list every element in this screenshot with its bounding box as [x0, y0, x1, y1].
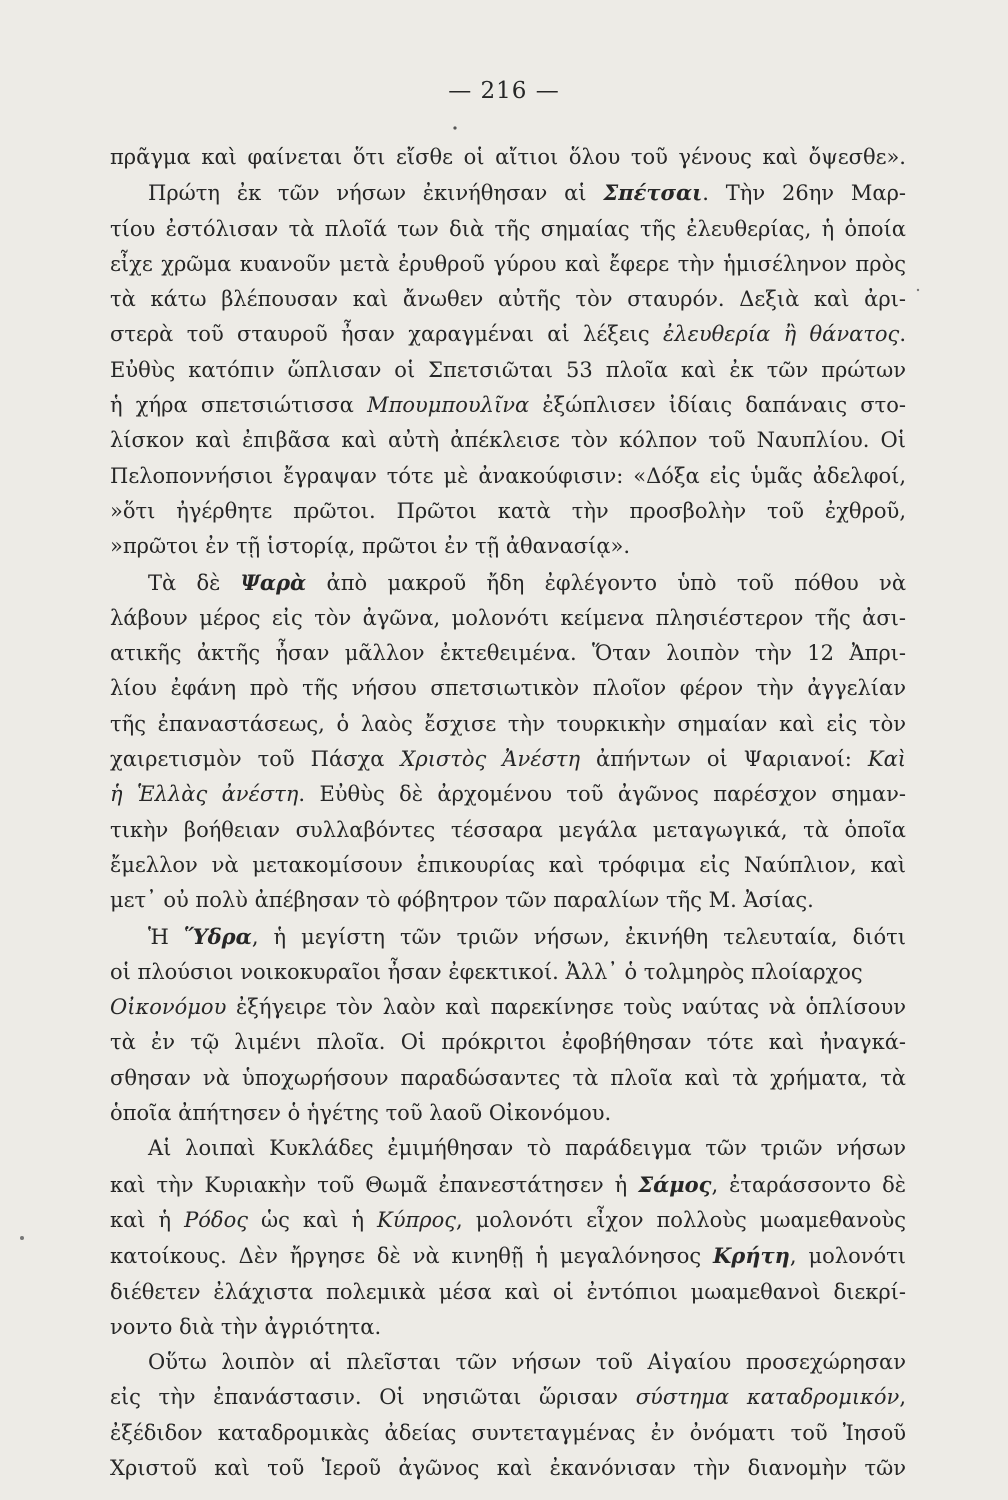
text-line-21: [110, 848, 906, 883]
emphasis-text: ἡ Ἑλλὰς ἀνέστη: [110, 782, 299, 807]
emphasis-text: Μπουμπουλῖνα: [367, 393, 530, 418]
text-line-33: [110, 1275, 906, 1310]
line-text: Οὕτω λοιπὸν αἱ πλεῖσται τῶν νήσων τοῦ Αἰγαίου προσεχώρησαν: [148, 1350, 906, 1375]
text-line-29: [110, 1131, 906, 1166]
text-line-1: [110, 140, 906, 175]
text-line-19: [110, 777, 906, 812]
text-line-10: [110, 459, 906, 494]
line-text: μετ᾽ οὐ πολὺ ἀπέβησαν τὸ φόβητρον τῶν παραλίων τῆς Μ. Ἀσίας.: [110, 888, 814, 913]
text-line-2: [110, 175, 906, 211]
text-line-6: [110, 317, 906, 352]
line-text: »πρῶτοι ἐν τῇ ἱστορίᾳ, πρῶτοι ἐν τῇ ἀθανασίᾳ».: [110, 534, 631, 559]
text-line-8: [110, 388, 906, 423]
text-line-24: [110, 955, 906, 990]
text-line-34: [110, 1310, 906, 1345]
text-line-32: [110, 1238, 906, 1274]
line-text: λίου ἐφάνη πρὸ τῆς νήσου σπετσιωτικὸν πλοῖον φέρον τὴν ἀγγελίαν: [110, 676, 906, 701]
line-text: ἡ χήρα σπετσιώτισσα: [110, 393, 368, 418]
emphasis-text: Οἰκονόμου: [110, 995, 227, 1020]
text-line-14: [110, 601, 906, 636]
text-line-18: [110, 742, 906, 777]
line-text: ἐξώπλισεν ἰδίαις δαπάναις στο-: [529, 393, 906, 418]
emphasis-text: Ρόδος: [184, 1207, 248, 1232]
line-text: νοντο διὰ τὴν ἀγριότητα.: [110, 1314, 382, 1339]
line-text: τὰ κάτω βλέπουσαν καὶ ἄνωθεν αὐτῆς τὸν σταυρόν. Δεξιὰ καὶ ἀρι-: [110, 287, 906, 312]
emphasis-text: Ὕδρα: [183, 923, 252, 949]
line-text: εἰς τὴν ἐπανάστασιν. Οἱ νησιῶται ὥρισαν: [110, 1385, 636, 1410]
text-line-23: [110, 919, 906, 955]
line-text: , μολονότι εἶχον πολλοὺς μωαμεθανοὺς: [456, 1207, 906, 1232]
line-text: . Τὴν 26ην Μαρ-: [702, 181, 907, 206]
line-text: στερὰ τοῦ σταυροῦ ἦσαν χαραγμέναι αἱ λέξεις: [110, 322, 663, 347]
emphasis-text: Κύπρος: [377, 1207, 457, 1232]
emphasis-text: Σπέτσαι: [603, 180, 703, 206]
line-text: Πελοποννήσιοι ἔγραψαν τότε μὲ ἀνακούφισιν: «Δόξα εἰς ὑμᾶς ἀδελφοί,: [110, 463, 906, 488]
line-text: ἔμελλον νὰ μετακομίσουν ἐπικουρίας καὶ τρόφιμα εἰς Ναύπλιον, καὶ: [110, 852, 906, 877]
line-text: λίσκον καὶ ἐπιβᾶσα καὶ αὐτὴ ἀπέκλεισε τὸν κόλπον τοῦ Ναυπλίου. Οἱ: [110, 428, 906, 453]
line-text: λάβουν μέρος εἰς τὸν ἀγῶνα, μολονότι κείμενα πλησιέστερον τῆς ἀσι-: [110, 605, 906, 630]
text-line-35: [110, 1345, 906, 1380]
text-line-25: [110, 990, 906, 1025]
emphasis-text: Καὶ: [867, 747, 906, 772]
text-line-12: [110, 529, 906, 564]
line-text: Ἡ: [148, 924, 184, 949]
line-text: οἱ πλούσιοι νοικοκυραῖοι ἦσαν ἐφεκτικοί. Ἀλλ᾽ ὁ τολμηρὸς πλοίαρχος: [110, 959, 863, 984]
text-line-5: [110, 282, 906, 317]
text-line-9: [110, 423, 906, 458]
emphasis-text: Σάμος: [638, 1171, 712, 1197]
line-text: τίου ἐστόλισαν τὰ πλοῖά των διὰ τῆς σημαίας τῆς ἐλευθερίας, ἡ ὁποία: [110, 216, 906, 241]
text-line-38: [110, 1451, 906, 1486]
text-line-22: [110, 883, 906, 918]
text-line-31: [110, 1203, 906, 1238]
text-line-26: [110, 1025, 906, 1060]
line-text: ἀπήντων οἱ Ψαριανοί:: [580, 747, 868, 772]
line-text: . Εὐθὺς δὲ ἀρχομένου τοῦ ἀγῶνος παρέσχον σημαν-: [298, 782, 906, 807]
emphasis-text: Χριστὸς Ἀνέστη: [400, 747, 581, 772]
line-text: Χριστοῦ καὶ τοῦ Ἱεροῦ ἀγῶνος καὶ ἐκανόνισαν τὴν διανομὴν τῶν: [110, 1455, 906, 1480]
text-line-28: [110, 1096, 906, 1131]
line-text: ατικῆς ἀκτῆς ἦσαν μᾶλλον ἐκτεθειμένα. Ὅταν λοιπὸν τὴν 12 Ἀπρι-: [110, 641, 906, 666]
line-text: ὡς καὶ ἡ: [247, 1207, 378, 1232]
line-text: Τὰ δὲ: [148, 570, 241, 595]
text-line-11: [110, 494, 906, 529]
line-text: , ἐταράσσοντο δὲ: [711, 1172, 906, 1197]
line-text: τῆς ἐπαναστάσεως, ὁ λαὸς ἔσχισε τὴν τουρκικὴν σημαίαν καὶ εἰς τὸν: [110, 711, 906, 736]
text-line-3: [110, 212, 906, 247]
text-line-4: [110, 247, 906, 282]
line-text: ἐξέδιδον καταδρομικὰς ἀδείας συντεταγμένας ἐν ὀνόματι τοῦ Ἰησοῦ: [110, 1420, 906, 1445]
text-line-20: [110, 813, 906, 848]
text-line-37: [110, 1416, 906, 1451]
text-line-15: [110, 636, 906, 671]
line-text: , μολονότι: [789, 1244, 906, 1269]
body-text: [110, 140, 906, 1486]
emphasis-text: Ψαρὰ: [240, 569, 307, 595]
line-text: Αἱ λοιπαὶ Κυκλάδες ἐμιμήθησαν τὸ παράδειγμα τῶν τριῶν νήσων: [148, 1136, 906, 1161]
line-text: »ὅτι ἠγέρθητε πρῶτοι. Πρῶτοι κατὰ τὴν προσβολὴν τοῦ ἐχθροῦ,: [110, 498, 906, 523]
line-text: εἶχε χρῶμα κυανοῦν μετὰ ἐρυθροῦ γύρου καὶ ἔφερε τὴν ἡμισέληνον πρὸς: [110, 251, 906, 276]
line-text: διέθετεν ἐλάχιστα πολεμικὰ μέσα καὶ οἱ ἐντόπιοι μωαμεθανοὶ διεκρί-: [110, 1279, 906, 1304]
line-text: ἐξήγειρε τὸν λαὸν καὶ παρεκίνησε τοὺς ναύτας νὰ ὁπλίσουν: [226, 995, 906, 1020]
line-text: τὰ ἐν τῷ λιμένι πλοῖα. Οἱ πρόκριτοι ἐφοβήθησαν τότε καὶ ἠναγκά-: [110, 1030, 906, 1055]
emphasis-text: ἐλευθερία ἢ θάνατος: [662, 322, 900, 347]
text-line-27: [110, 1061, 906, 1096]
line-text: καὶ τὴν Κυριακὴν τοῦ Θωμᾶ ἐπανεστάτησεν ἡ: [110, 1172, 639, 1197]
line-text: Πρώτη ἐκ τῶν νήσων ἐκινήθησαν αἱ: [148, 181, 604, 206]
line-text: τικὴν βοήθειαν συλλαβόντες τέσσαρα μεγάλα μεταγωγικά, τὰ ὁποῖα: [110, 817, 906, 842]
page-number: — 216 —: [448, 78, 560, 104]
text-line-13: [110, 565, 906, 601]
line-text: ὁποῖα ἀπήτησεν ὁ ἡγέτης τοῦ λαοῦ Οἰκονόμου.: [110, 1101, 612, 1126]
line-text: .: [899, 322, 907, 347]
line-text: Εὐθὺς κατόπιν ὥπλισαν οἱ Σπετσιῶται 53 πλοῖα καὶ ἐκ τῶν πρώτων: [110, 357, 906, 382]
line-text: , ἡ μεγίστη τῶν τριῶν νήσων, ἐκινήθη τελευταία, διότι: [251, 924, 907, 949]
line-text: πρᾶγμα καὶ φαίνεται ὅτι εἴσθε οἱ αἴτιοι ὅλου τοῦ γένους καὶ ὄψεσθε».: [110, 145, 906, 169]
text-line-16: [110, 671, 906, 706]
line-text: κατοίκους. Δὲν ἤργησε δὲ νὰ κινηθῇ ἡ μεγαλόνησος: [110, 1244, 714, 1269]
text-line-36: [110, 1380, 906, 1415]
text-line-7: [110, 353, 906, 388]
line-text: ,: [899, 1385, 906, 1410]
emphasis-text: Κρήτη: [713, 1243, 790, 1269]
text-line-30: [110, 1167, 906, 1203]
emphasis-text: σύστημα καταδρομικόν: [635, 1385, 900, 1410]
line-text: σθησαν νὰ ὑποχωρήσουν παραδώσαντες τὰ πλοῖα καὶ τὰ χρήματα, τὰ: [110, 1065, 906, 1090]
line-text: χαιρετισμὸν τοῦ Πάσχα: [110, 747, 401, 772]
line-text: ἀπὸ μακροῦ ἤδη ἐφλέγοντο ὑπὸ τοῦ πόθου νὰ: [306, 570, 907, 595]
line-text: καὶ ἡ: [110, 1207, 185, 1232]
text-line-17: [110, 707, 906, 742]
